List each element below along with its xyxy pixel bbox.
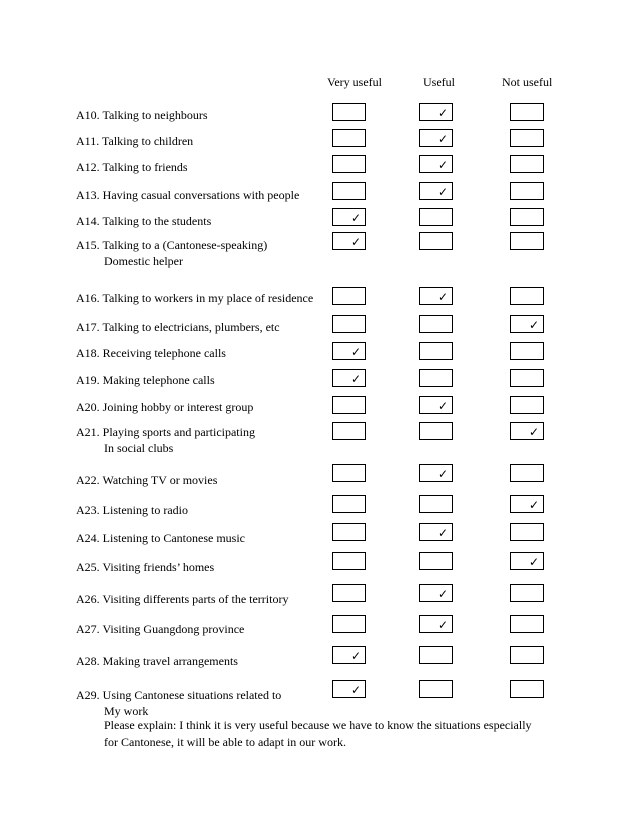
checkmark-icon: ✓	[351, 235, 362, 249]
checkbox-not-useful[interactable]	[510, 464, 544, 482]
checkbox-useful[interactable]	[419, 422, 453, 440]
checkbox-very-useful[interactable]	[332, 646, 366, 664]
checkbox-useful[interactable]	[419, 315, 453, 333]
checkbox-useful[interactable]	[419, 615, 453, 633]
question-label: A24. Listening to Cantonese music	[76, 531, 245, 545]
checkbox-not-useful[interactable]	[510, 287, 544, 305]
question-label: A12. Talking to friends	[76, 160, 188, 174]
question-label: A20. Joining hobby or interest group	[76, 400, 254, 414]
checkbox-useful[interactable]	[419, 396, 453, 414]
checkmark-icon: ✓	[438, 399, 449, 413]
checkbox-very-useful[interactable]	[332, 396, 366, 414]
checkbox-not-useful[interactable]	[510, 552, 544, 570]
explanation-line-1: Please explain: I think it is very useful because we have to know the situations especially	[104, 718, 532, 732]
checkmark-icon: ✓	[438, 618, 449, 632]
checkmark-icon: ✓	[529, 318, 540, 332]
checkmark-icon: ✓	[529, 425, 540, 439]
question-label: A14. Talking to the students	[76, 214, 212, 228]
checkbox-very-useful[interactable]	[332, 552, 366, 570]
column-header-useful: Useful	[423, 75, 455, 89]
checkbox-useful[interactable]	[419, 342, 453, 360]
checkbox-very-useful[interactable]	[332, 680, 366, 698]
checkbox-not-useful[interactable]	[510, 396, 544, 414]
question-label-continuation: My work	[104, 704, 149, 718]
checkmark-icon: ✓	[438, 106, 449, 120]
checkbox-not-useful[interactable]	[510, 103, 544, 121]
question-label: A23. Listening to radio	[76, 503, 188, 517]
checkmark-icon: ✓	[438, 158, 449, 172]
checkbox-not-useful[interactable]	[510, 342, 544, 360]
checkbox-not-useful[interactable]	[510, 182, 544, 200]
checkbox-useful[interactable]	[419, 464, 453, 482]
checkbox-useful[interactable]	[419, 232, 453, 250]
checkbox-not-useful[interactable]	[510, 495, 544, 513]
checkbox-useful[interactable]	[419, 155, 453, 173]
question-label-continuation: In social clubs	[104, 441, 174, 455]
checkbox-very-useful[interactable]	[332, 369, 366, 387]
checkbox-very-useful[interactable]	[332, 523, 366, 541]
explanation-line-2: for Cantonese, it will be able to adapt in our work.	[104, 735, 346, 749]
question-label-continuation: Domestic helper	[104, 254, 183, 268]
checkbox-very-useful[interactable]	[332, 232, 366, 250]
question-label: A21. Playing sports and participating	[76, 425, 255, 439]
checkbox-useful[interactable]	[419, 680, 453, 698]
question-label: A26. Visiting differents parts of the territory	[76, 592, 289, 606]
checkmark-icon: ✓	[351, 649, 362, 663]
checkbox-not-useful[interactable]	[510, 680, 544, 698]
question-label: A15. Talking to a (Cantonese-speaking)	[76, 238, 268, 252]
question-label: A27. Visiting Guangdong province	[76, 622, 245, 636]
question-label: A25. Visiting friends’ homes	[76, 560, 215, 574]
checkbox-useful[interactable]	[419, 552, 453, 570]
checkmark-icon: ✓	[351, 345, 362, 359]
checkbox-not-useful[interactable]	[510, 422, 544, 440]
checkbox-not-useful[interactable]	[510, 615, 544, 633]
column-header-very-useful: Very useful	[327, 75, 382, 89]
checkbox-very-useful[interactable]	[332, 584, 366, 602]
question-label: A22. Watching TV or movies	[76, 473, 218, 487]
question-label: A16. Talking to workers in my place of residence	[76, 291, 314, 305]
checkbox-useful[interactable]	[419, 129, 453, 147]
question-label: A13. Having casual conversations with people	[76, 188, 300, 202]
checkbox-useful[interactable]	[419, 103, 453, 121]
column-header-not-useful: Not useful	[502, 75, 553, 89]
checkbox-very-useful[interactable]	[332, 615, 366, 633]
checkmark-icon: ✓	[351, 372, 362, 386]
checkmark-icon: ✓	[351, 683, 362, 697]
question-label: A28. Making travel arrangements	[76, 654, 238, 668]
checkbox-not-useful[interactable]	[510, 646, 544, 664]
checkbox-useful[interactable]	[419, 646, 453, 664]
checkmark-icon: ✓	[438, 526, 449, 540]
checkbox-useful[interactable]	[419, 182, 453, 200]
checkbox-useful[interactable]	[419, 523, 453, 541]
checkbox-not-useful[interactable]	[510, 315, 544, 333]
checkbox-very-useful[interactable]	[332, 103, 366, 121]
checkmark-icon: ✓	[529, 498, 540, 512]
checkbox-very-useful[interactable]	[332, 155, 366, 173]
checkbox-not-useful[interactable]	[510, 232, 544, 250]
checkbox-very-useful[interactable]	[332, 287, 366, 305]
checkbox-very-useful[interactable]	[332, 129, 366, 147]
checkbox-very-useful[interactable]	[332, 208, 366, 226]
checkmark-icon: ✓	[438, 185, 449, 199]
checkmark-icon: ✓	[438, 132, 449, 146]
checkbox-useful[interactable]	[419, 584, 453, 602]
checkmark-icon: ✓	[438, 467, 449, 481]
checkbox-not-useful[interactable]	[510, 155, 544, 173]
checkbox-useful[interactable]	[419, 495, 453, 513]
checkbox-very-useful[interactable]	[332, 315, 366, 333]
checkmark-icon: ✓	[438, 587, 449, 601]
question-label: A29. Using Cantonese situations related to	[76, 688, 282, 702]
checkbox-not-useful[interactable]	[510, 523, 544, 541]
question-label: A11. Talking to children	[76, 134, 194, 148]
checkbox-useful[interactable]	[419, 287, 453, 305]
checkbox-very-useful[interactable]	[332, 182, 366, 200]
checkbox-very-useful[interactable]	[332, 495, 366, 513]
question-label: A17. Talking to electricians, plumbers, etc	[76, 320, 280, 334]
checkbox-not-useful[interactable]	[510, 369, 544, 387]
checkbox-useful[interactable]	[419, 369, 453, 387]
question-label: A19. Making telephone calls	[76, 373, 215, 387]
checkmark-icon: ✓	[529, 555, 540, 569]
question-label: A10. Talking to neighbours	[76, 108, 208, 122]
checkmark-icon: ✓	[351, 211, 362, 225]
checkbox-not-useful[interactable]	[510, 584, 544, 602]
question-label: A18. Receiving telephone calls	[76, 346, 226, 360]
checkbox-useful[interactable]	[419, 208, 453, 226]
checkbox-very-useful[interactable]	[332, 422, 366, 440]
checkbox-not-useful[interactable]	[510, 208, 544, 226]
checkbox-very-useful[interactable]	[332, 464, 366, 482]
checkbox-very-useful[interactable]	[332, 342, 366, 360]
checkmark-icon: ✓	[438, 290, 449, 304]
checkbox-not-useful[interactable]	[510, 129, 544, 147]
